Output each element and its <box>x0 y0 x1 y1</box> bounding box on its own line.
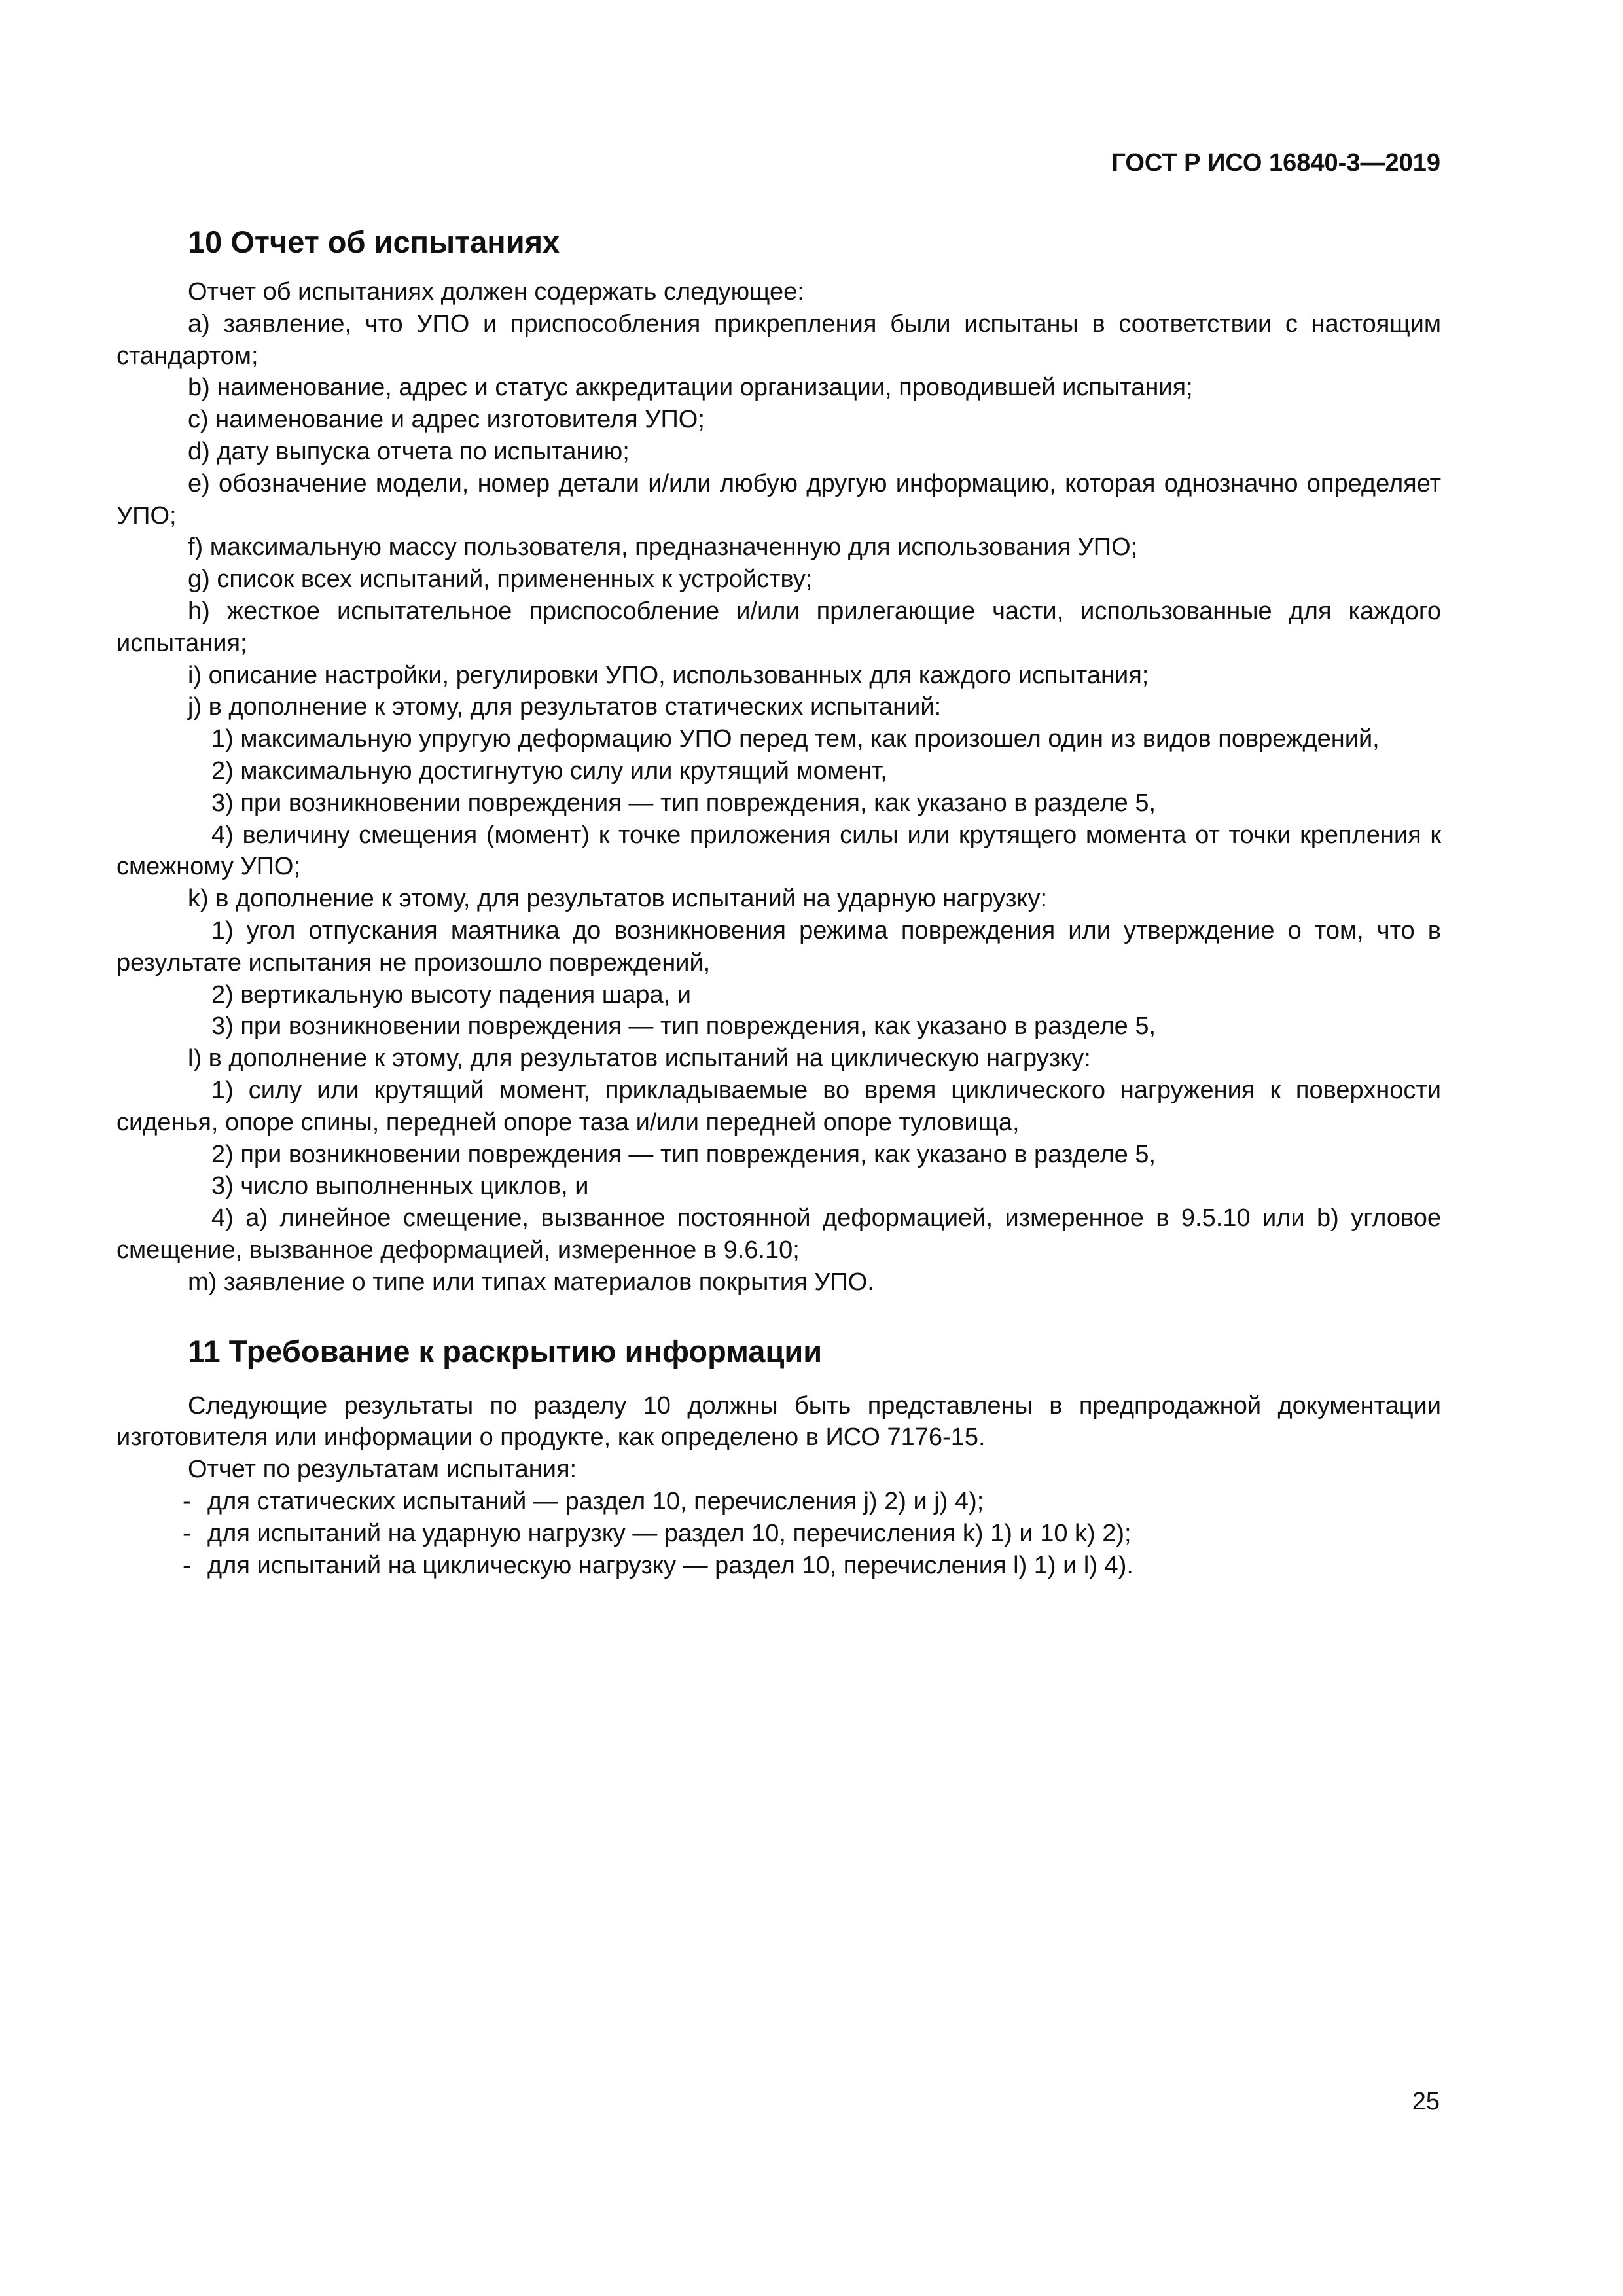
report-item-a: a) заявление, что УПО и приспособления прикрепления были испытаны в соответствии с настоящим стандартом; <box>116 310 1441 370</box>
report-item-g: g) список всех испытаний, примененных к устройству; <box>188 565 813 594</box>
report-subitem-k3: 3) при возникновении повреждения — тип повреждения, как указано в разделе 5, <box>211 1013 1156 1041</box>
disclosure-list-item: - для испытаний на циклическую нагрузку — раздел 10, перечисления l) 1) и l) 4). <box>183 1551 1133 1579</box>
report-subitem-j3: 3) при возникновении повреждения — тип повреждения, как указано в разделе 5, <box>211 789 1156 817</box>
report-subitem-j2: 2) максимальную достигнутую силу или крутящий момент, <box>211 757 887 785</box>
report-subitem-k2: 2) вертикальную высоту падения шара, и <box>211 980 691 1009</box>
disclosure-list-item-text: для статических испытаний — раздел 10, перечисления j) 2) и j) 4); <box>207 1487 984 1515</box>
report-subitem-l4: 4) a) линейное смещение, вызванное постоянной деформацией, измеренное в 9.5.10 или b) угловое смещение, вызванное деформацией, измеренное в 9.6.10; <box>116 1204 1441 1264</box>
section-10-intro: Отчет об испытаниях должен содержать следующее: <box>188 278 804 306</box>
document-body <box>116 221 1441 1582</box>
report-item-k: k) в дополнение к этому, для результатов испытаний на ударную нагрузку: <box>188 885 1048 913</box>
report-item-j: j) в дополнение к этому, для результатов статических испытаний: <box>188 693 942 721</box>
report-item-d: d) дату выпуска отчета по испытанию; <box>188 437 630 465</box>
section-11-report-intro: Отчет по результатам испытания: <box>188 1456 577 1484</box>
report-subitem-j4: 4) величину смещения (момент) к точке приложения силы или крутящего момента от точки крепления к смежному УПО; <box>116 821 1441 881</box>
report-subitem-l2: 2) при возникновении повреждения — тип повреждения, как указано в разделе 5, <box>211 1140 1156 1168</box>
disclosure-list-item-text: для испытаний на циклическую нагрузку — раздел 10, перечисления l) 1) и l) 4). <box>207 1551 1133 1579</box>
document-code-header: ГОСТ Р ИСО 16840-3—2019 <box>1111 149 1440 177</box>
report-item-m: m) заявление о типе или типах материалов покрытия УПО. <box>188 1268 874 1296</box>
section-10-heading: 10 Отчет об испытаниях <box>188 224 560 259</box>
disclosure-list-item: - для испытаний на ударную нагрузку — раздел 10, перечисления k) 1) и 10 k) 2); <box>183 1519 1132 1547</box>
report-item-f: f) максимальную массу пользователя, предназначенную для использования УПО; <box>188 533 1138 562</box>
report-subitem-j1: 1) максимальную упругую деформацию УПО перед тем, как произошел один из видов повреждений, <box>211 725 1380 753</box>
report-subitem-k1: 1) угол отпускания маятника до возникновения режима повреждения или утверждение о том, что в результате испытания не произошло повреждений, <box>116 916 1441 977</box>
disclosure-list-item: - для статических испытаний — раздел 10, перечисления j) 2) и j) 4); <box>183 1487 984 1515</box>
report-subitem-l1: 1) силу или крутящий момент, прикладываемые во время циклического нагружения к поверхности сиденья, опоре спины, передней опоре таза и/или передней опоре туловища, <box>116 1076 1441 1136</box>
section-11-heading: 11 Требование к раскрытию информации <box>188 1333 823 1369</box>
section-11-paragraph: Следующие результаты по разделу 10 должны быть представлены в предпродажной документации изготовителя или информации о продукте, как определено в ИСО 7176-15. <box>116 1391 1441 1452</box>
report-item-e: e) обозначение модели, номер детали и/или любую другую информацию, которая однозначно определяет УПО; <box>116 469 1441 529</box>
report-item-h: h) жесткое испытательное приспособление и/или прилегающие части, использованные для каждого испытания; <box>116 597 1441 657</box>
disclosure-list-item-text: для испытаний на ударную нагрузку — раздел 10, перечисления k) 1) и 10 k) 2); <box>207 1519 1132 1547</box>
report-item-b: b) наименование, адрес и статус аккредитации организации, проводившей испытания; <box>188 374 1193 402</box>
report-subitem-l3: 3) число выполненных циклов, и <box>211 1172 589 1200</box>
page-number: 25 <box>1412 2088 1440 2115</box>
report-item-c: c) наименование и адрес изготовителя УПО; <box>188 406 705 434</box>
report-item-l: l) в дополнение к этому, для результатов испытаний на циклическую нагрузку: <box>188 1045 1091 1073</box>
report-item-i: i) описание настройки, регулировки УПО, использованных для каждого испытания; <box>188 661 1149 689</box>
